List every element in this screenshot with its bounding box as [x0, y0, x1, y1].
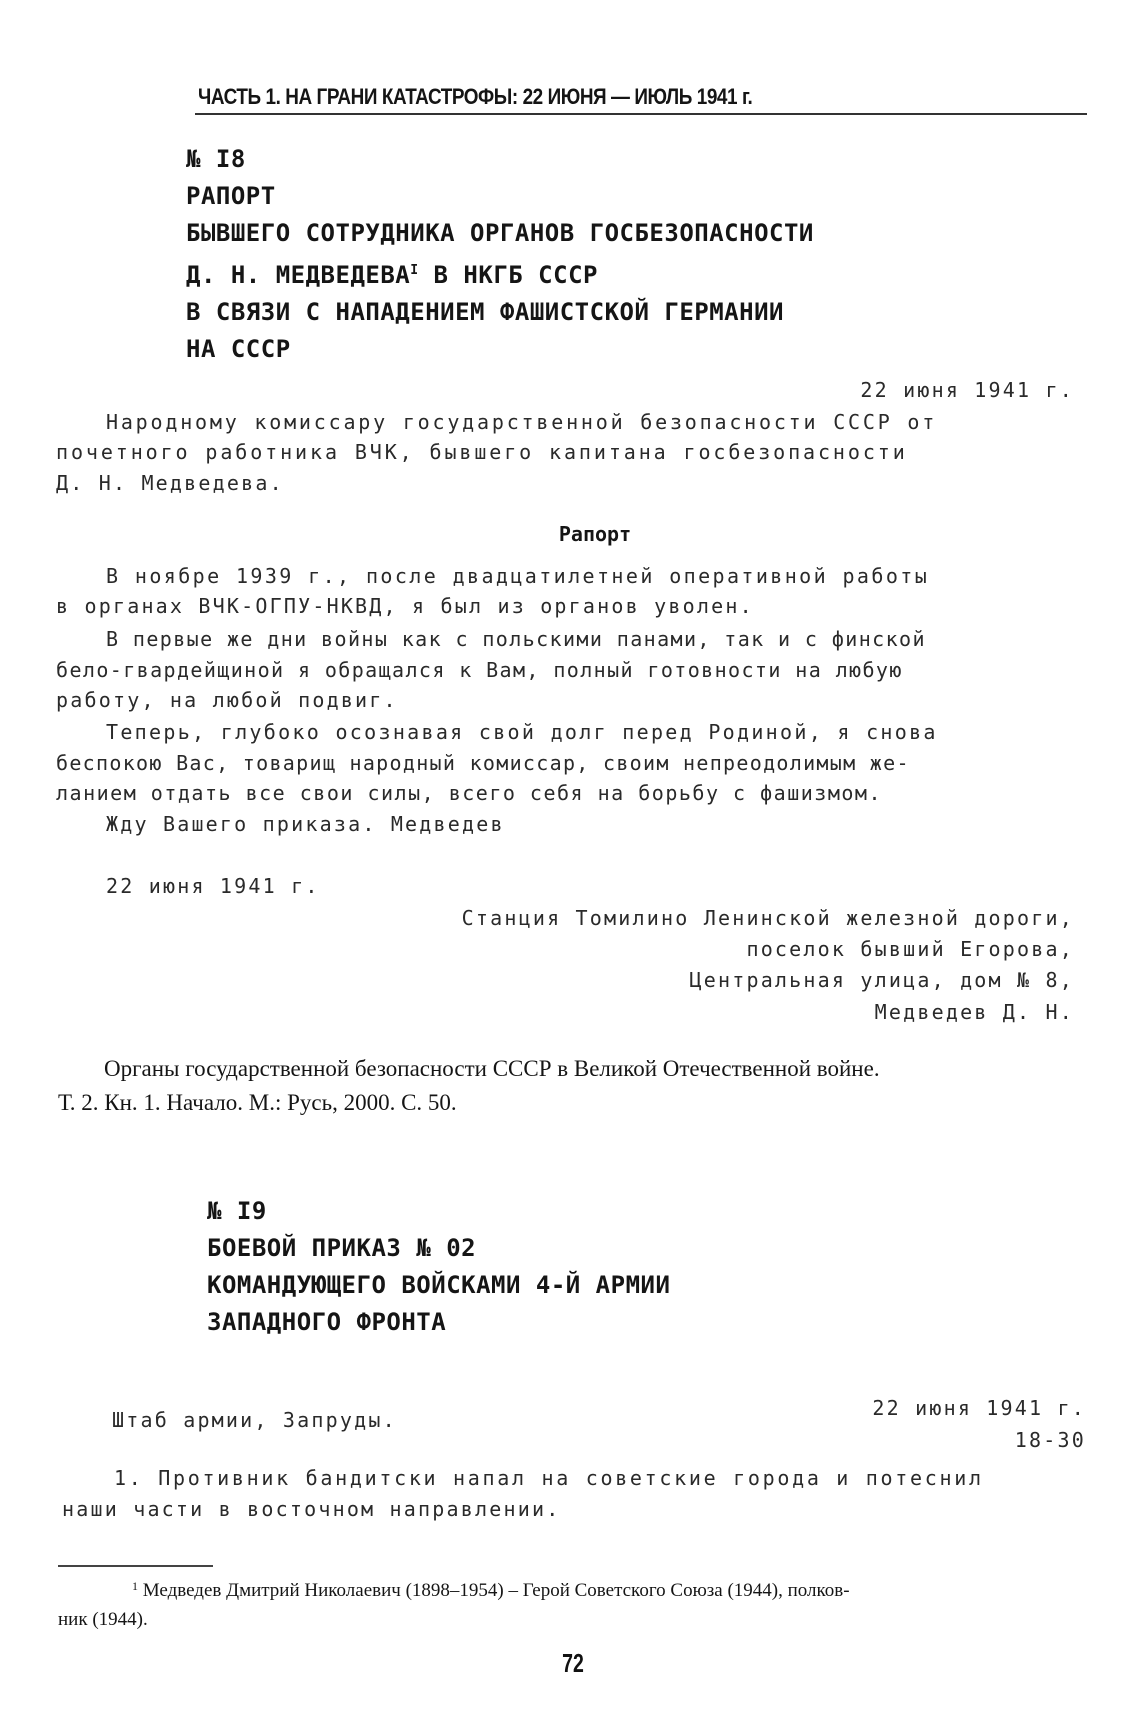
doc18-heading: Рапорт	[558, 522, 632, 546]
doc18-body-line: работу, на любой подвиг.	[56, 688, 398, 712]
footnote-line	[58, 1572, 1098, 1605]
footnote-marker: 1	[132, 1579, 138, 1593]
doc18-body-line: Жду Вашего приказа. Медведев	[106, 812, 505, 836]
doc18-signature-line: Медведев Д. Н.	[874, 1000, 1074, 1024]
doc18-address-line: Д. Н. Медведева.	[56, 471, 284, 495]
doc18-signature-line: поселок бывший Егорова,	[746, 937, 1074, 961]
doc18-address-line: Народному комиссару государственной безопасности СССР от	[106, 410, 938, 434]
doc18-signature-line: Центральная улица, дом № 8,	[689, 968, 1074, 992]
doc18-title-line	[186, 252, 814, 294]
doc18-title-author: Д. Н. МЕДВЕДЕВА	[186, 261, 411, 289]
doc18-source-citation	[58, 1052, 880, 1120]
doc18-address-line: почетного работника ВЧК, бывшего капитана госбезопасности	[56, 440, 908, 464]
doc19-title-line: КОМАНДУЮЩЕГО ВОЙСКАМИ 4-Й АРМИИ	[207, 1271, 671, 1299]
doc18-body-line: Теперь, глубоко осознавая свой долг перед Родиной, я снова	[106, 720, 938, 744]
doc19-number: № I9	[207, 1197, 267, 1225]
doc18-title-author-tail: В НКГБ СССР	[418, 261, 598, 289]
footnote-text: Медведев Дмитрий Николаевич (1898–1954) – Герой Советского Союза (1944), полков-	[142, 1580, 850, 1601]
doc19-title-line: ЗАПАДНОГО ФРОНТА	[207, 1308, 447, 1336]
doc19-body-line: 1. Противник бандитски напал на советские города и потеснил	[114, 1466, 984, 1490]
footnote-line: ник (1944).	[58, 1609, 148, 1630]
doc18-body-line: беспокою Вас, товарищ народный комиссар, своим непреодолимым же-	[56, 751, 910, 775]
doc19-date: 22 июня 1941 г.	[872, 1396, 1086, 1420]
doc19-body-line: наши части в восточном направлении.	[62, 1497, 561, 1521]
doc18-body-line: бело-гвардейщиной я обращался к Вам, полный готовности на любую	[56, 658, 903, 682]
source-line: Органы государственной безопасности СССР в Великой Отечественной войне.	[104, 1056, 880, 1081]
doc19-title-line: БОЕВОЙ ПРИКАЗ № 02	[207, 1234, 477, 1262]
page-number: 72	[562, 1648, 584, 1678]
doc18-signature-line: Станция Томилино Ленинской железной дороги,	[461, 906, 1074, 930]
doc18-closing-date: 22 июня 1941 г.	[106, 874, 320, 898]
doc19-time: 18-30	[1014, 1428, 1086, 1452]
footnote-marker: I	[410, 263, 419, 278]
doc18-title-line: НА СССР	[186, 335, 291, 363]
doc18-body-line: ланием отдать все свои силы, всего себя на борьбу с фашизмом.	[56, 781, 883, 805]
footnote-rule	[58, 1565, 213, 1567]
doc18-date: 22 июня 1941 г.	[860, 378, 1074, 402]
running-head: ЧАСТЬ 1. НА ГРАНИ КАТАСТРОФЫ: 22 ИЮНЯ — ИЮЛЬ 1941 г.	[198, 84, 753, 109]
footnote	[58, 1572, 1098, 1634]
doc19-place: Штаб армии, Запруды.	[112, 1408, 397, 1432]
doc18-title-line: РАПОРТ	[186, 182, 276, 210]
doc18-number: № I8	[186, 145, 246, 173]
running-head-rule	[195, 113, 1087, 115]
doc18-body-line: в органах ВЧК-ОГПУ-НКВД, я был из органов уволен.	[56, 594, 754, 618]
doc19-title	[207, 1193, 670, 1341]
doc18-title-line: В СВЯЗИ С НАПАДЕНИЕМ ФАШИСТСКОЙ ГЕРМАНИИ	[186, 298, 784, 326]
doc18-title-line: БЫВШЕГО СОТРУДНИКА ОРГАНОВ ГОСБЕЗОПАСНОСТИ	[186, 219, 814, 247]
source-line: Т. 2. Кн. 1. Начало. М.: Русь, 2000. С. 50.	[58, 1090, 457, 1115]
doc18-title	[186, 141, 814, 368]
doc18-body-line: В ноябре 1939 г., после двадцатилетней оперативной работы	[106, 564, 930, 588]
doc18-body-line: В первые же дни войны как с польскими панами, так и с финской	[106, 627, 926, 651]
